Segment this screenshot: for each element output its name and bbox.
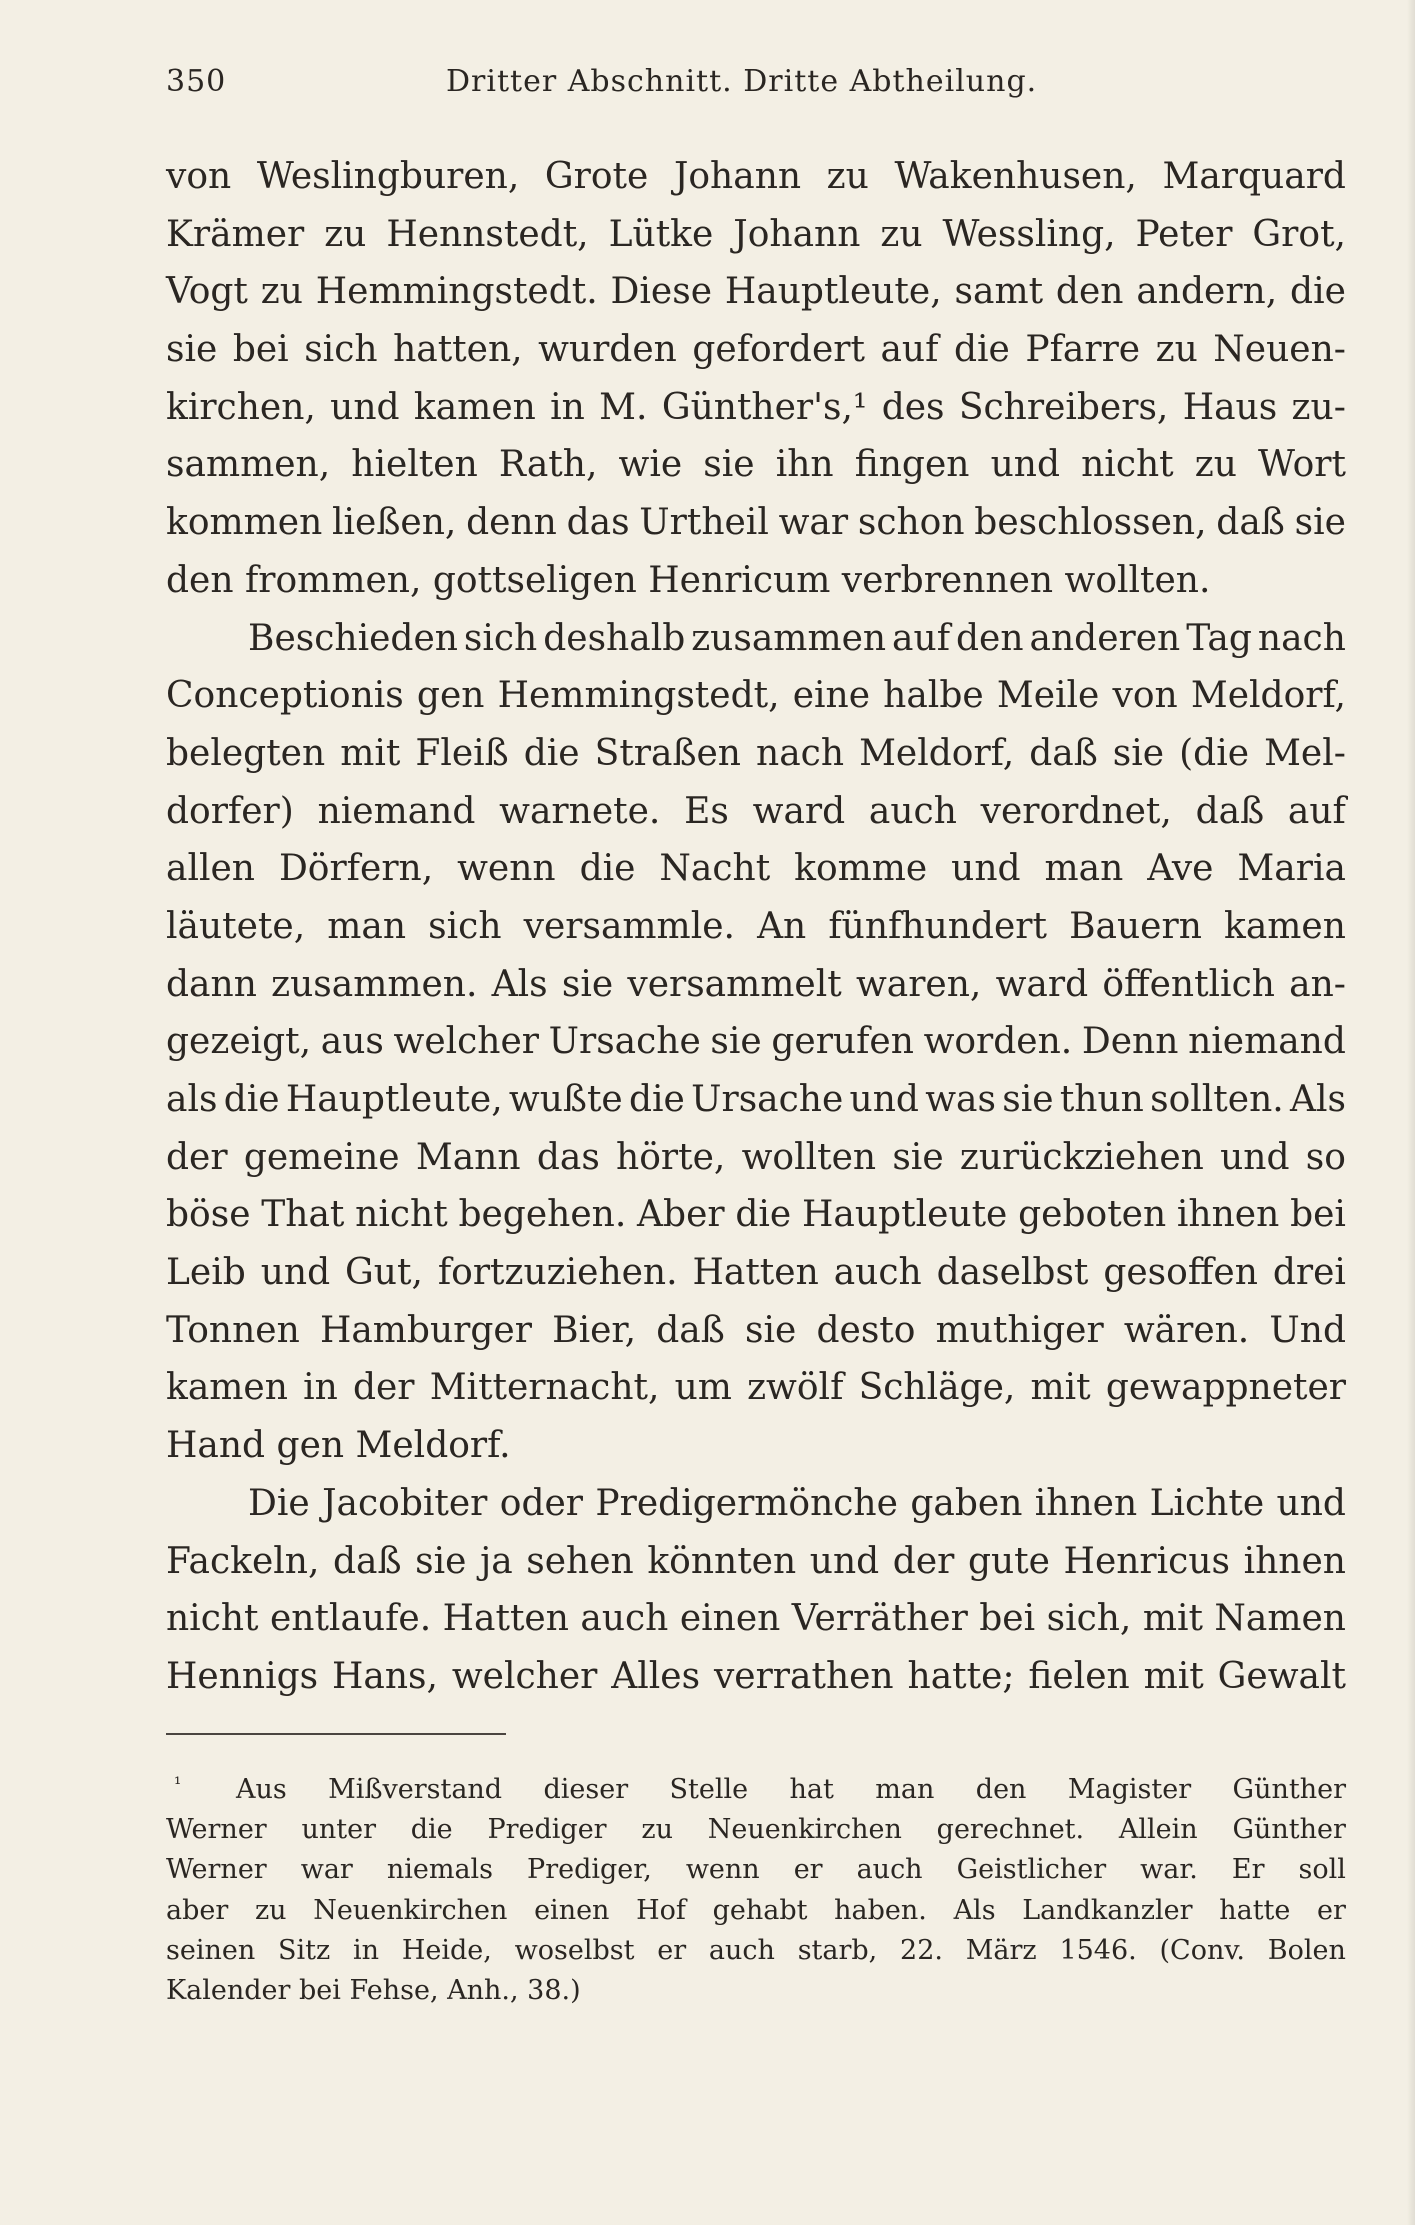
footnote-marker: ¹ bbox=[174, 1774, 182, 1795]
text-line: kirchen, und kamen in M. Günther's,¹ des Schreibers, Haus zu- bbox=[166, 386, 1346, 428]
footnote-divider bbox=[166, 1733, 506, 1735]
text-line: der gemeine Mann das hörte, wollten sie zurückziehen und so bbox=[166, 1136, 1346, 1178]
text-line: Fackeln, daß sie ja sehen könnten und der gute Henricus ihnen bbox=[166, 1540, 1346, 1582]
running-title: Dritter Abschnitt. Dritte Abtheilung. bbox=[446, 64, 1038, 99]
footnote-line bbox=[166, 1770, 1346, 1810]
text-line: Tonnen Hamburger Bier, daß sie desto muthiger wären. Und bbox=[166, 1309, 1346, 1351]
footnote-line: seinen Sitz in Heide, woselbst er auch starb, 22. März 1546. (Conv. Bolen bbox=[166, 1934, 1346, 1966]
text-line: belegten mit Fleiß die Straßen nach Meldorf, daß sie (die Mel- bbox=[166, 732, 1346, 774]
text-line: böse That nicht begehen. Aber die Hauptleute geboten ihnen bei bbox=[166, 1194, 1346, 1236]
body-text bbox=[166, 148, 1346, 1706]
text-line: gezeigt, aus welcher Ursache sie gerufen worden. Denn niemand bbox=[166, 1021, 1346, 1063]
text-line: Hennigs Hans, welcher Alles verrathen hatte; fielen mit Gewalt bbox=[166, 1655, 1346, 1697]
text-line: läutete, man sich versammle. An fünfhundert Bauern kamen bbox=[166, 905, 1346, 947]
footnote-line: Werner war niemals Prediger, wenn er auch Geistlicher war. Er soll bbox=[166, 1854, 1346, 1886]
text-line: Beschieden sich deshalb zusammen auf den anderen Tag nach bbox=[248, 617, 1346, 659]
text-line: kommen ließen, denn das Urtheil war schon beschlossen, daß sie bbox=[166, 502, 1346, 544]
text-line: allen Dörfern, wenn die Nacht komme und man Ave Maria bbox=[166, 848, 1346, 890]
text-line: Krämer zu Hennstedt, Lütke Johann zu Wessling, Peter Grot, bbox=[166, 213, 1346, 255]
footnote-line: aber zu Neuenkirchen einen Hof gehabt haben. Als Landkanzler hatte er bbox=[166, 1894, 1346, 1926]
text-line: Vogt zu Hemmingstedt. Diese Hauptleute, samt den andern, die bbox=[166, 271, 1346, 313]
text-line: Conceptionis gen Hemmingstedt, eine halbe Meile von Meldorf, bbox=[166, 675, 1346, 717]
text-line: sammen, hielten Rath, wie sie ihn fingen und nicht zu Wort bbox=[166, 444, 1346, 486]
page-header bbox=[166, 60, 1066, 104]
text-line: Leib und Gut, fortzuziehen. Hatten auch daselbst gesoffen drei bbox=[166, 1252, 1346, 1294]
text-line: von Weslingburen, Grote Johann zu Wakenhusen, Marquard bbox=[166, 156, 1346, 197]
text-line: nicht entlaufe. Hatten auch einen Verräther bei sich, mit Namen bbox=[166, 1598, 1346, 1640]
footnote-line: Werner unter die Prediger zu Neuenkirchen gerechnet. Allein Günther bbox=[166, 1814, 1346, 1846]
text-line: als die Hauptleute, wußte die Ursache und was sie thun sollten. Als bbox=[166, 1079, 1346, 1120]
footnote-line: Kalender bei Fehse, Anh., 38.) bbox=[166, 1974, 581, 2006]
text-line: den frommen, gottseligen Henricum verbrennen wollten. bbox=[166, 559, 1211, 601]
text-line: Hand gen Meldorf. bbox=[166, 1425, 511, 1467]
footnote-text: Aus Mißverstand dieser Stelle hat man den Magister Günther bbox=[236, 1774, 1346, 1805]
footnotes bbox=[166, 1770, 1346, 2011]
text-line: dann zusammen. Als sie versammelt waren, ward öffentlich an- bbox=[166, 963, 1346, 1005]
text-line: sie bei sich hatten, wurden gefordert auf die Pfarre zu Neuen- bbox=[166, 329, 1346, 371]
text-line: Die Jacobiter oder Predigermönche gaben ihnen Lichte und bbox=[248, 1482, 1346, 1524]
page-number: 350 bbox=[166, 64, 227, 99]
text-line: dorfer) niemand warnete. Es ward auch verordnet, daß auf bbox=[166, 790, 1346, 832]
text-line: kamen in der Mitternacht, um zwölf Schläge, mit gewappneter bbox=[166, 1367, 1346, 1409]
